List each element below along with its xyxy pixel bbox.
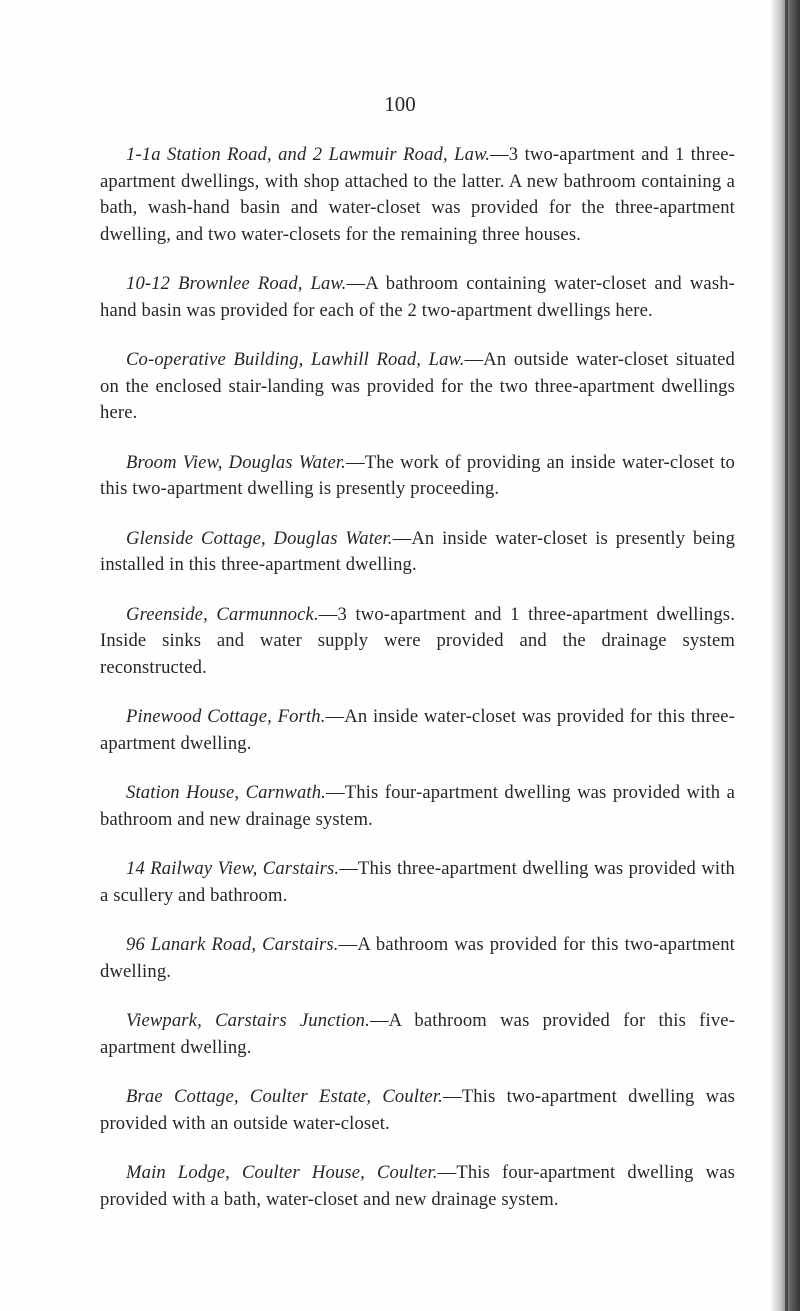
document-body [100,142,735,1236]
paragraph [100,1084,735,1137]
paragraph [100,347,735,427]
paragraph-heading: Greenside, Carmunnock. [126,603,319,625]
paragraph-heading: Broom View, Douglas Water. [126,451,346,473]
paragraph-heading: 1-1a Station Road, and 2 Lawmuir Road, Law. [126,144,491,165]
paragraph-text: —The work of providing an inside water-closet to this two-apartment dwelling is presently proceeding. [100,451,735,499]
paragraph-heading: Viewpark, Carstairs Junction. [126,1010,370,1031]
paragraph-heading: 10-12 Brownlee Road, Law. [126,273,347,294]
paragraph [100,526,735,579]
paragraph [100,856,735,909]
paragraph [100,704,735,757]
paragraph [100,271,735,324]
paragraph-text: —An inside water-closet was provided for this three-apartment dwelling. [100,706,735,754]
paragraph-heading: Pinewood Cottage, Forth. [126,706,326,727]
paragraph [100,1160,735,1213]
paragraph-heading: 96 Lanark Road, Carstairs. [126,934,339,955]
paragraph-text: —A bathroom containing water-closet and wash-hand basin was provided for each of the 2 two-apartment dwellings here. [100,273,735,321]
paragraph [100,932,735,985]
paragraph-text: —A bathroom was provided for this two-apartment dwelling. [100,934,735,982]
paragraph [100,602,735,682]
paragraph-text: —This three-apartment dwelling was provided with a scullery and bathroom. [100,858,736,906]
page-edge-line [785,0,788,1311]
paragraph-heading: Station House, Carnwath. [126,782,326,803]
paragraph-text: —An outside water-closet situated on the enclosed stair-landing was provided for the two three-apartment dwellings here. [100,349,735,423]
paragraph [100,450,735,503]
paragraph [100,142,735,248]
paragraph-text: —This four-apartment dwelling was provided with a bathroom and new drainage system. [100,782,735,830]
paragraph [100,1008,735,1061]
paragraph-heading: Co-operative Building, Lawhill Road, Law. [126,349,465,370]
paragraph-heading: 14 Railway View, Carstairs. [126,858,340,879]
paragraph [100,780,735,833]
page-number: 100 [384,92,416,116]
paragraph-heading: Main Lodge, Coulter House, Coulter. [126,1162,438,1183]
paragraph-text: —3 two-apartment and 1 three-apartment dwellings, with shop attached to the latter. A new bathroom containing a bath, wash-hand basin and water-closet was provided for the three-apartment dwelling, and two water-closets for the remaining three houses. [100,144,735,245]
paragraph-text: —This four-apartment dwelling was provided with a bath, water-closet and new drainage system. [100,1162,735,1210]
paragraph-text: —3 two-apartment and 1 three-apartment dwellings. Inside sinks and water supply were provided and the drainage system reconstructed. [100,603,735,678]
paragraph-text: —A bathroom was provided for this five-apartment dwelling. [100,1010,736,1058]
paragraph-heading: Brae Cottage, Coulter Estate, Coulter. [126,1086,443,1107]
paragraph-text: —This two-apartment dwelling was provided with an outside water-closet. [100,1086,735,1134]
paragraph-heading: Glenside Cottage, Douglas Water. [126,527,393,549]
paragraph-text: —An inside water-closet is presently being installed in this three-apartment dwelling. [100,527,736,575]
